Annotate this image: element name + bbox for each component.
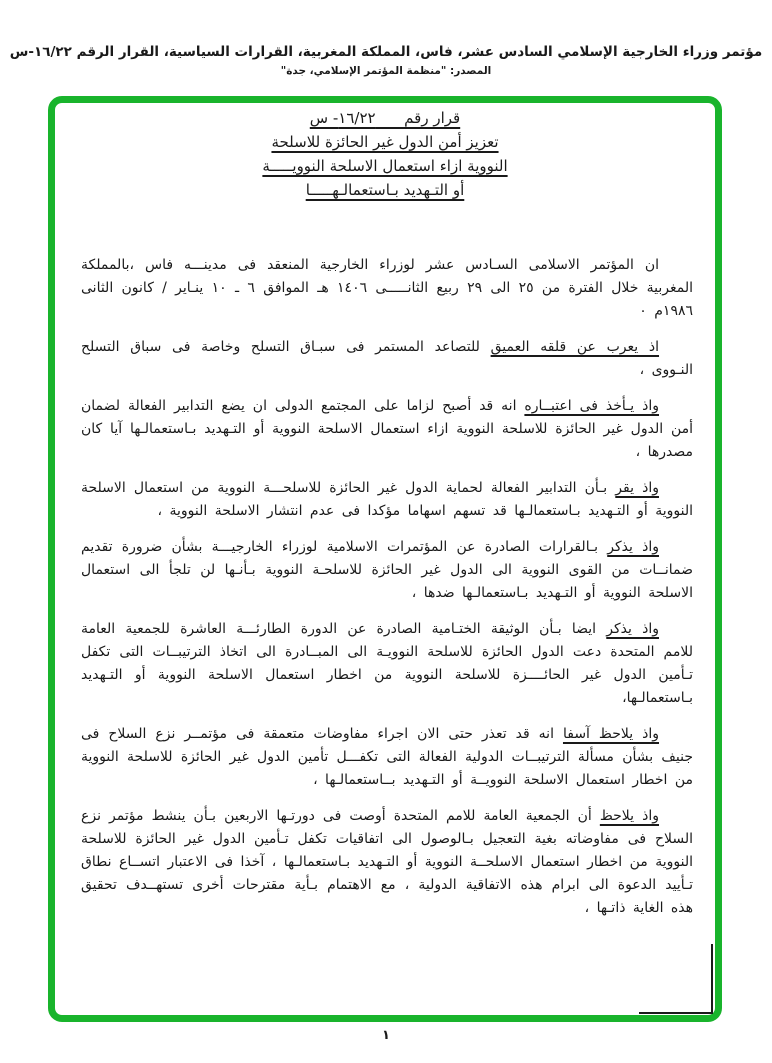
paragraph-clause: اذ يعرب عن قلقه العميق للتصاعد المستمر فى سبـاق التسلح وخاصة فى سباق التسلح النـووى ، (81, 339, 693, 378)
document-header (0, 44, 772, 77)
paragraph-clause: واذ يذكر ايضا بـأن الوثيقة الختـامية الصادرة عن الدورة الطارئـــة العاشرة للجمعية العامة للامم المتحدة دعت الدول الحائزة للاسلحة النوويـة الى المبــادرة الى اتخاذ الترتيبــات التى تكفل تـأمين الدول غير الحائــــزة للاسلحة النووية من اخطار استعمال الاسلحة النووية أو التـهديد بـاستعمالـها، (81, 621, 693, 706)
header-source-line: المصدر: "منظمة المؤتمر الإسلامي، جدة" (280, 65, 492, 77)
page-number: ١ (382, 1028, 390, 1043)
paragraph-preamble: ان المؤتمر الاسلامى السـادس عشر لوزراء الخارجية المنعقد فى مدينـــه فاس ،بالمملكة المغربية خلال الفترة من ٢٥ الى ٢٩ ربيع الثانـــــى ١٤٠٦ هـ الموافق ٦ ـ ١٠ ينـاير / كانون الثانى ١٩٨٦م ٠ (81, 257, 694, 319)
resolution-highlight-frame (48, 96, 722, 1022)
resolution-title-line-3: أو التـهديد بـاستعمالـهـــــا (305, 181, 465, 199)
scan-frame-remnant-vertical (711, 944, 713, 1014)
paragraph-clause: واذ يلاحظ آسفا انه قد تعذر حتى الان اجراء مفاوضات متعمقة فى مؤتمــر نزع السلاح فى جنيف بشأن مسألة الترتيبــات الدولية الفعالة التى تكفـــل تأمين الدول غير الحائزة للاسلحة النووية من اخطار استعمال الاسلحة النوويــة أو التـهديد بــاستعمالـها ، (81, 726, 693, 788)
resolution-body (55, 254, 715, 920)
paragraph-clause: واذ يذكر بـالقرارات الصادرة عن المؤتمرات الاسلامية لوزراء الخارجيـــة بشأن ضرورة تقديم ضمانــات من القوى النووية الى الدول غير الحائزة للاسلحـة النووية بـأنـها لن تلجأ الى استعمال الاسلحة النووية أو التـهديد بـاستعمالـها ضدها ، (81, 539, 693, 601)
paragraph-clause: واذ يـأخذ فى اعتبــاره انه قد أصبح لزاما على المجتمع الدولى ان يضع التدابير الفعالة لضمان أمن الدول غير الحائزة للاسلحة النووية ازاء استعمال الاسلحة النووية أو التـهديد بـاستعمالـها آيا كان مصدرها ، (81, 398, 693, 460)
scan-frame-remnant-horizontal (639, 1012, 713, 1014)
header-title-line: مؤتمر وزراء الخارجية الإسلامي السادس عشر، فاس، المملكة المغربية، القرارات السياسية، القرار الرقم ١٦/٢٢-س (9, 44, 763, 60)
resolution-title-line-1: تعزيز أمن الدول غير الحائزة للاسلحة (271, 133, 499, 151)
resolution-number-line: قرار رقم ١٦/٢٢- س (309, 109, 461, 127)
resolution-title-block (55, 106, 715, 202)
paragraph-clause: واذ يقر بـأن التدابير الفعالة لحماية الدول غير الحائزة للاسلحـــة النووية من استعمال الاسلحة النووية أو التـهديد بـاستعمالـها قد تسهم اسهاما مؤكدا فى عدم انتشار الاسلحة النووية ، (81, 480, 693, 519)
paragraph-clause: واذ يلاحظ أن الجمعية العامة للامم المتحدة أوصت فى دورتـها الاربعين بـأن ينشط مؤتمر نزع السلاح فى مفاوضاته بغية التعجيل بـالوصول الى اتفاقيات تكفل تـأمين الدول غير الحائزة للاسلحة النووية من اخطار استعمال الاسلحــة النووية أو التـهديد بـاستعمالـها ، آخذا فى الاعتبار اتســاع نطاق تـأييد الدعوة الى ابرام هذه الاتفاقية الدولية ، مع الاهتمام بـأية مقترحات أخرى تستهــدف تحقيق هذه الغاية ذاتـها ، (81, 808, 693, 916)
resolution-title-line-2: النووية ازاء استعمال الاسلحة النوويـــــة (262, 157, 508, 175)
